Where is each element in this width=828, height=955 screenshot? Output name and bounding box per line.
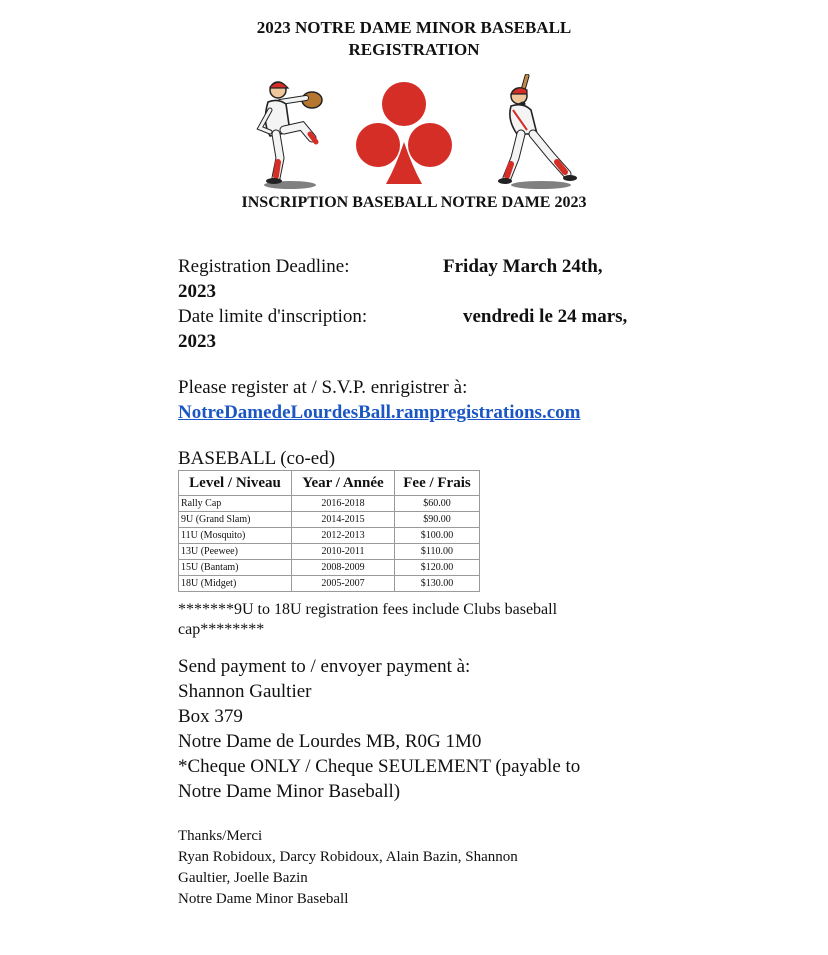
table-row xyxy=(179,576,480,592)
level-cell: 15U (Bantam) xyxy=(179,560,292,576)
table-row xyxy=(179,512,480,528)
year-cell: 2010-2011 xyxy=(292,544,395,560)
year-cell: 2005-2007 xyxy=(292,576,395,592)
page-title-line2: REGISTRATION xyxy=(348,40,480,59)
thanks-text: Thanks/Merci xyxy=(178,828,263,844)
deadline-year-french: 2023 xyxy=(178,331,216,352)
table-row xyxy=(179,496,480,512)
year-cell: 2014-2015 xyxy=(292,512,395,528)
logo-row xyxy=(0,74,828,194)
page-title-line1: 2023 NOTRE DAME MINOR BASEBALL xyxy=(256,18,572,37)
fees-note: *******9U to 18U registration fees include Clubs baseball cap******** xyxy=(178,601,558,638)
signatories-line1: Ryan Robidoux, Darcy Robidoux, Alain Bazin, Shannon xyxy=(178,849,518,865)
payment-method-cont: Notre Dame Minor Baseball) xyxy=(178,781,401,802)
level-cell: 18U (Midget) xyxy=(179,576,292,592)
deadline-date-french: vendredi le 24 mars, xyxy=(463,306,628,327)
fee-cell: $130.00 xyxy=(395,576,480,592)
payment-address: Notre Dame de Lourdes MB, R0G 1M0 xyxy=(178,731,482,752)
table-header-row xyxy=(179,471,480,496)
register-instructions: Please register at / S.V.P. enrigistrer à: xyxy=(178,377,468,398)
deadline-label: Registration Deadline: xyxy=(178,256,350,277)
clover-logo-icon xyxy=(352,80,456,184)
deadline-year: 2023 xyxy=(178,281,216,302)
year-cell: 2008-2009 xyxy=(292,560,395,576)
column-header-level: Level / Niveau xyxy=(179,471,292,496)
deadline-label-french: Date limite d'inscription: xyxy=(178,306,368,327)
column-header-year: Year / Année xyxy=(292,471,395,496)
payment-heading: Send payment to / envoyer payment à: xyxy=(178,656,471,677)
table-row xyxy=(179,544,480,560)
fee-cell: $90.00 xyxy=(395,512,480,528)
level-cell: 13U (Peewee) xyxy=(179,544,292,560)
level-cell: 9U (Grand Slam) xyxy=(179,512,292,528)
deadline-date: Friday March 24th, xyxy=(443,256,603,277)
table-row xyxy=(179,560,480,576)
fees-section-label: BASEBALL (co-ed) xyxy=(178,448,336,469)
level-cell: Rally Cap xyxy=(179,496,292,512)
fee-cell: $120.00 xyxy=(395,560,480,576)
batter-icon xyxy=(497,74,579,190)
payment-method: *Cheque ONLY / Cheque SEULEMENT (payable to xyxy=(178,756,581,777)
level-cell: 11U (Mosquito) xyxy=(179,528,292,544)
year-cell: 2016-2018 xyxy=(292,496,395,512)
fee-cell: $110.00 xyxy=(395,544,480,560)
table-row xyxy=(179,528,480,544)
payment-box: Box 379 xyxy=(178,706,243,727)
registration-link[interactable]: NotreDamedeLourdesBall.rampregistrations.com xyxy=(178,402,581,423)
organization-name: Notre Dame Minor Baseball xyxy=(178,891,349,907)
column-header-fee: Fee / Frais xyxy=(395,471,480,496)
signatories-line2: Gaultier, Joelle Bazin xyxy=(178,870,308,886)
fees-table xyxy=(178,470,480,592)
year-cell: 2012-2013 xyxy=(292,528,395,544)
payment-recipient: Shannon Gaultier xyxy=(178,681,312,702)
fee-cell: $60.00 xyxy=(395,496,480,512)
pitcher-icon xyxy=(250,74,332,190)
fee-cell: $100.00 xyxy=(395,528,480,544)
subtitle-french: INSCRIPTION BASEBALL NOTRE DAME 2023 xyxy=(241,194,587,211)
